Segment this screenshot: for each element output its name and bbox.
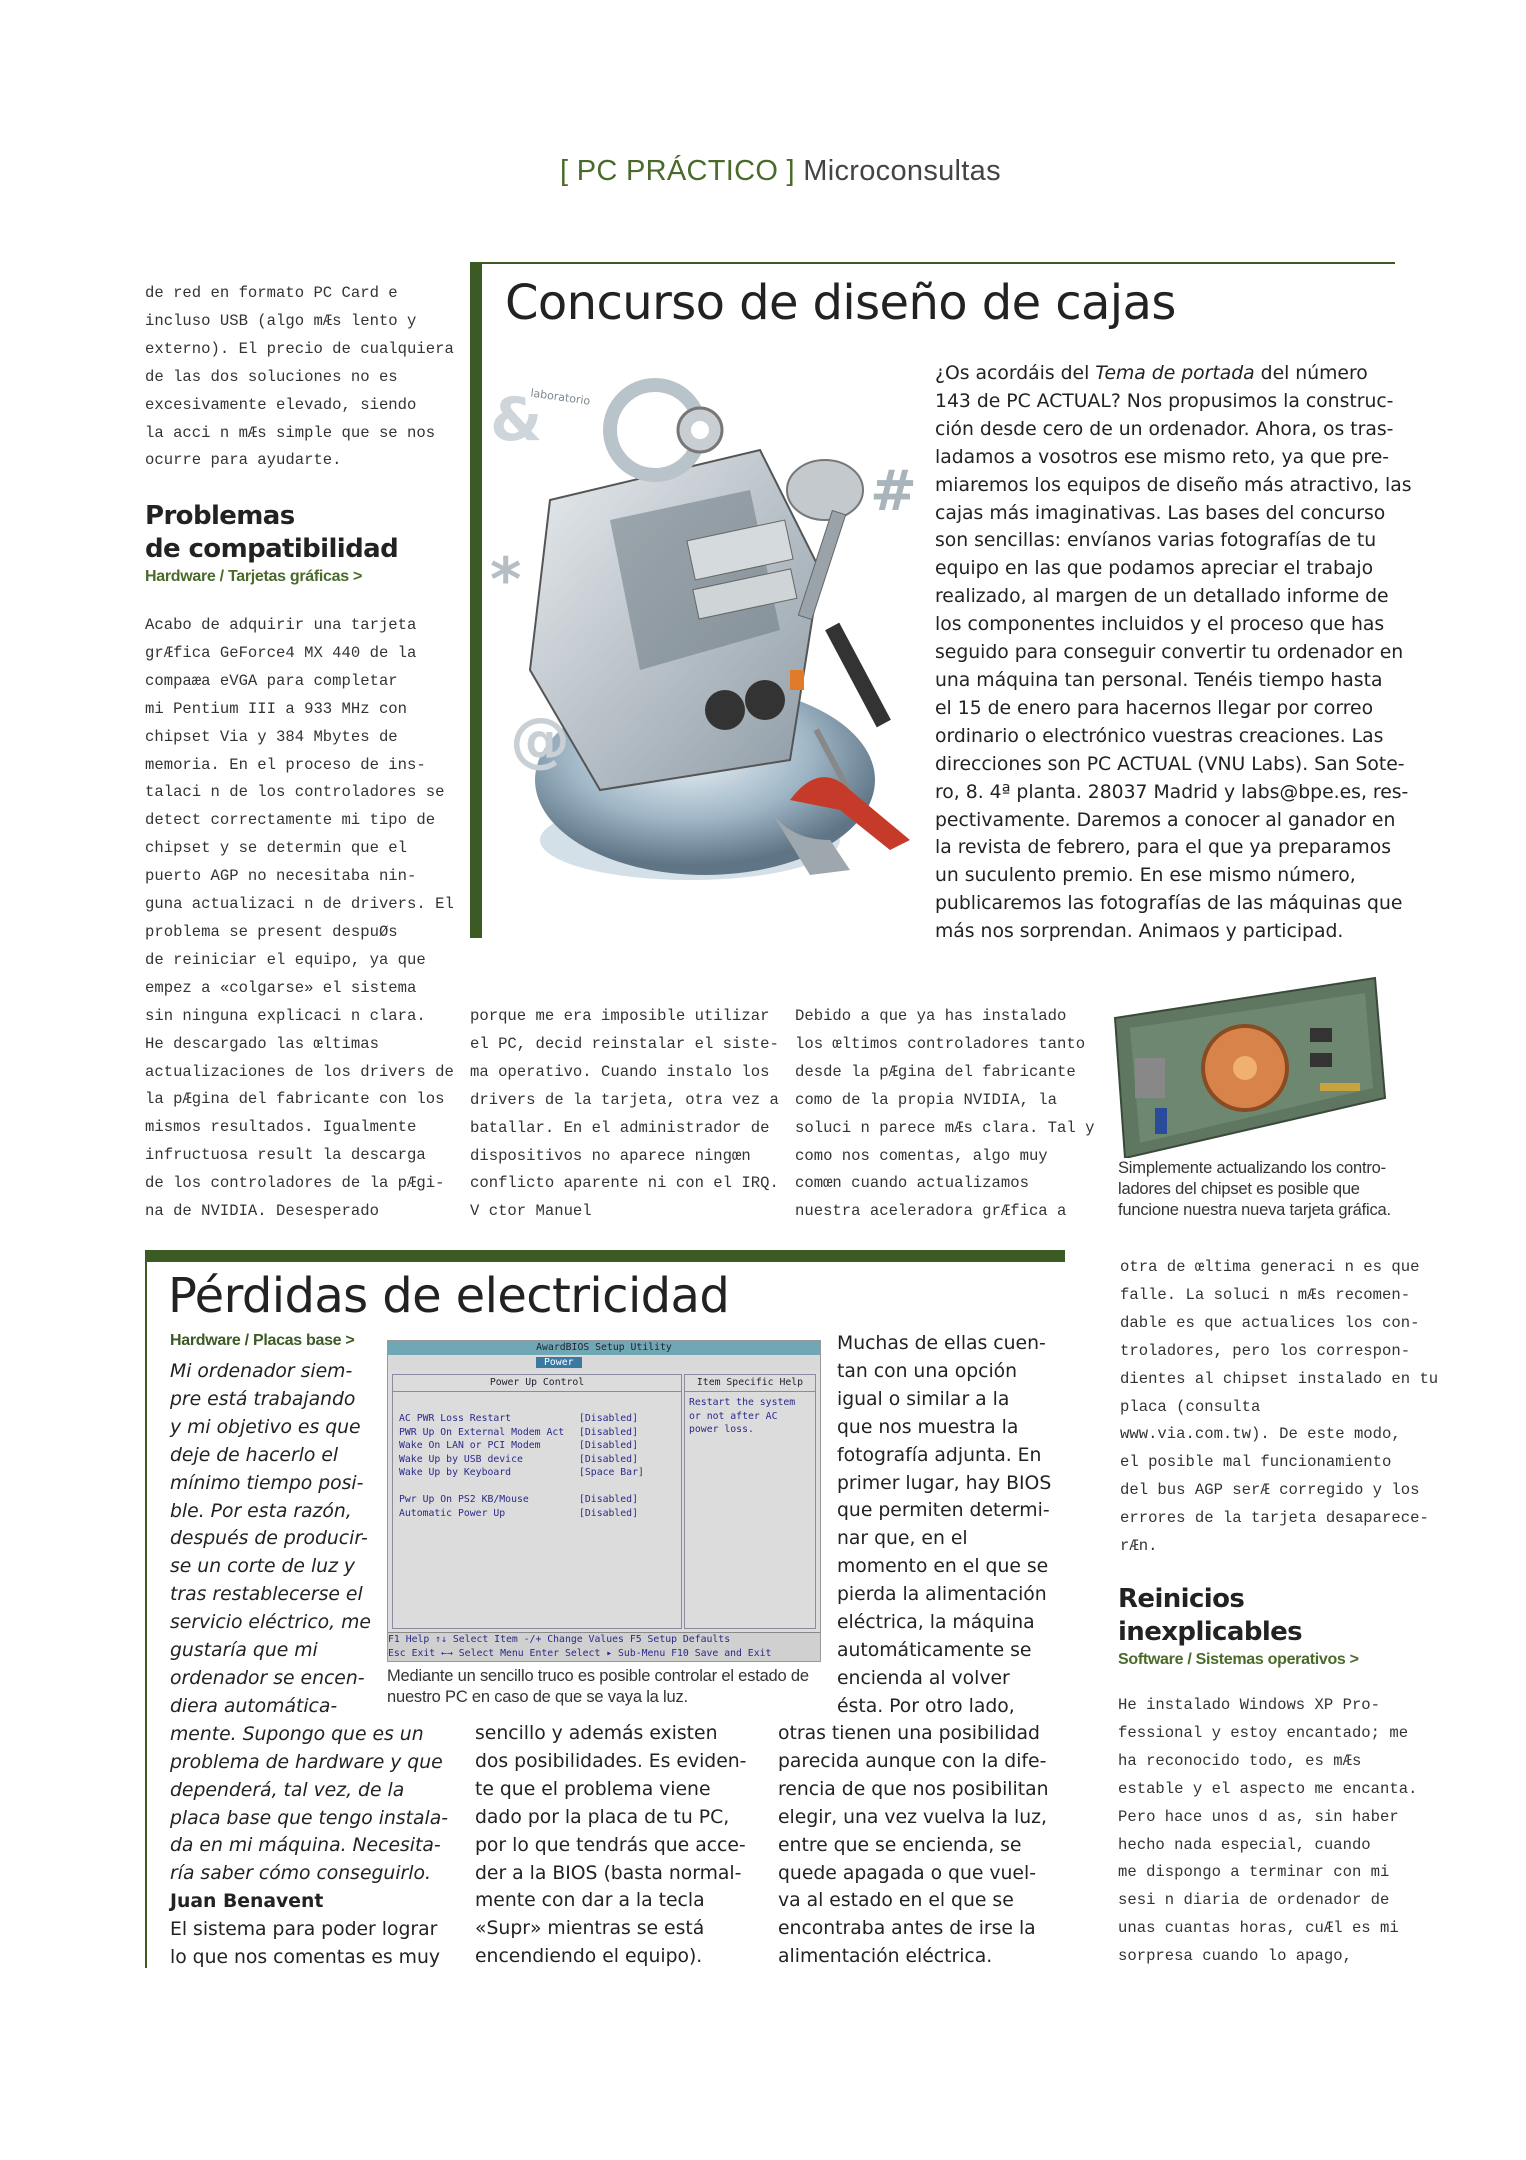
concurso-text	[935, 360, 1412, 946]
text-line: ha reconocido todo, es mÆs	[1118, 1751, 1362, 1770]
text-line: estable y el aspecto me encanta.	[1118, 1779, 1418, 1798]
text-line: el PC, decid reinstalar el siste-	[470, 1034, 779, 1053]
bios-row-label: PWR Up On External Modem Act	[399, 1426, 565, 1438]
text-line: ésta. Por otro lado,	[837, 1695, 1015, 1717]
bios-row-label: AC PWR Loss Restart	[399, 1413, 512, 1424]
text-line: empez a «colgarse» el sistema	[145, 978, 417, 997]
pc-case-illustration-svg	[490, 370, 930, 890]
text-line: batallar. En el administrador de	[470, 1118, 770, 1137]
text-line: elegir, una vez vuelva la luz,	[778, 1806, 1047, 1828]
text-line: sesi n diaria de ordenador de	[1118, 1891, 1390, 1910]
text-line: Simplemente actualizando los contro-	[1118, 1159, 1386, 1177]
text-line: momento en el que se	[837, 1556, 1049, 1578]
bios-row-value: [Space Bar]	[579, 1467, 644, 1478]
bios-title: AwardBIOS Setup Utility	[388, 1341, 820, 1355]
perdidas-answer-start	[170, 1916, 470, 1972]
text-line: hecho nada especial, cuando	[1118, 1835, 1371, 1854]
text-line: mente con dar a la tecla	[475, 1890, 705, 1912]
text-line	[935, 807, 1405, 835]
text-line: rÆn.	[1120, 1537, 1158, 1556]
text-line: conflicto aparente ni con el IRQ.	[470, 1174, 779, 1193]
text-segment: un suculento premio. En ese mismo número,	[935, 865, 1356, 887]
bios-caption	[387, 1666, 827, 1708]
text-line: tan con una opción	[837, 1360, 1018, 1382]
concurso-body	[935, 360, 1412, 946]
text-line: eléctrica, la máquina	[837, 1612, 1035, 1634]
text-line: desde la pÆgina del fabricante	[795, 1062, 1076, 1081]
bios-row-value: [Disabled]	[579, 1413, 638, 1424]
bios-row-label: Wake Up by Keyboard	[399, 1467, 512, 1478]
text-line: grÆfica GeForce4 MX 440 de la	[145, 643, 417, 662]
text-line	[935, 444, 1405, 472]
text-line: funcione nuestra nueva tarjeta gráfica.	[1118, 1201, 1391, 1219]
bios-row-label: Wake Up by USB device	[399, 1453, 523, 1465]
reinicios-heading	[1118, 1583, 1418, 1669]
text-line: chipset y se determin que el	[145, 839, 408, 858]
text-line: problema de hardware y que	[170, 1751, 443, 1773]
text-line: después de producir-	[170, 1528, 368, 1550]
illustration-label: laboratorio	[529, 386, 592, 408]
text-line: va al estado en el que se	[778, 1890, 1014, 1912]
problemas-title-1: Problemas	[145, 501, 295, 531]
bios-footer-line-1: F1 Help ↑↓ Select Item -/+ Change Values F5 Setup Defaults	[388, 1634, 731, 1645]
text-segment: una máquina tan personal. Tenéis tiempo hasta	[935, 669, 1383, 691]
svg-text:@: @	[510, 705, 570, 775]
text-line: alimentación eléctrica.	[778, 1946, 993, 1968]
bios-row-value: [Disabled]	[579, 1453, 638, 1465]
text-line	[935, 890, 1405, 918]
perdidas-right-text	[837, 1330, 1077, 1721]
bios-settings-panel	[392, 1374, 682, 1629]
text-line: rencia de que nos posibilitan	[778, 1778, 1049, 1800]
text-line: mínimo tiempo posi-	[170, 1472, 364, 1494]
text-segment: publicaremos las fotografías de las máquinas que	[935, 893, 1403, 915]
text-line: nuestra aceleradora grÆfica a	[795, 1202, 1067, 1221]
text-line: quede apagada o que vuel-	[778, 1862, 1036, 1884]
problemas-column-3	[795, 1003, 1095, 1226]
text-line: encienda al volver	[837, 1667, 1010, 1689]
problemas-text-3	[795, 1003, 1095, 1226]
text-line	[935, 862, 1405, 890]
bios-row[interactable]	[399, 1439, 681, 1453]
text-line: V ctor Manuel	[470, 1202, 592, 1221]
text-line: tras restablecerse el	[170, 1584, 363, 1606]
text-line: la pÆgina del fabricante con los	[145, 1090, 445, 1109]
text-segment: pectivamente. Daremos a conocer al ganador en	[935, 809, 1396, 831]
bios-help-panel	[684, 1374, 816, 1629]
text-line: errores de la tarjeta desaparece-	[1120, 1509, 1429, 1528]
text-line: que nos muestra la	[837, 1416, 1019, 1438]
text-line	[935, 751, 1405, 779]
text-line: encendiendo el equipo).	[475, 1946, 703, 1968]
text-line: de las dos soluciones no es	[145, 367, 398, 386]
text-line: power loss.	[689, 1424, 754, 1435]
text-segment: ¿Os acordáis del	[935, 363, 1096, 384]
bios-panel-title: Power Up Control	[393, 1375, 681, 1392]
text-line: soluci n parece mÆs clara. Tal y	[795, 1118, 1095, 1137]
text-line: como nos comentas, algo muy	[795, 1146, 1048, 1165]
text-line: comœn cuando actualizamos	[795, 1174, 1029, 1193]
text-line	[935, 779, 1409, 807]
graphics-card-svg	[1095, 958, 1395, 1158]
text-line: como de la propia NVIDIA, la	[795, 1090, 1058, 1109]
text-line: encontraba antes de irse la	[778, 1918, 1036, 1940]
text-line: sin ninguna explicaci n clara.	[145, 1006, 426, 1025]
text-line: dependerá, tal vez, de la	[170, 1779, 405, 1801]
text-segment: los componentes incluidos y el proceso que has	[935, 614, 1385, 636]
bios-tab-power: Power	[536, 1357, 582, 1368]
text-line	[935, 695, 1405, 723]
text-line: Mediante un sencillo truco es posible controlar el estado de	[387, 1667, 809, 1685]
text-line: placa base que tengo instala-	[170, 1807, 449, 1829]
text-line: chipset Via y 384 Mbytes de	[145, 727, 398, 746]
reinicios-title-1: Reinicios	[1118, 1584, 1245, 1614]
text-line: or not after AC	[689, 1410, 778, 1422]
text-line: da en mi máquina. Necesita-	[170, 1835, 441, 1857]
text-line: Acabo de adquirir una tarjeta	[145, 616, 417, 634]
text-line: la acci n mÆs simple que se nos	[145, 423, 436, 442]
text-line: unas cuantas horas, cuÆl es mi	[1118, 1919, 1399, 1938]
subsection-label: Microconsultas	[803, 155, 1001, 187]
text-line: puerto AGP no necesitaba nin-	[145, 867, 417, 886]
graphics-card-caption-text	[1118, 1158, 1418, 1221]
text-line: deje de hacerlo el	[170, 1444, 339, 1466]
problemas-text-4	[1120, 1254, 1439, 1561]
problemas-column-2	[470, 1003, 790, 1226]
text-line: dado por la placa de tu PC,	[475, 1806, 730, 1828]
bios-row-value: [Disabled]	[579, 1426, 638, 1438]
text-line: de reiniciar el equipo, ya que	[145, 950, 426, 969]
reinicios-category: Software / Sistemas operativos >	[1118, 1651, 1359, 1668]
concurso-top-rule	[470, 262, 1395, 264]
text-line: Mi ordenador siem-	[170, 1361, 353, 1382]
bios-help-text	[685, 1392, 815, 1437]
bios-row[interactable]	[399, 1453, 681, 1467]
text-line: automáticamente se	[837, 1639, 1032, 1661]
text-line: ble. Por esta razón,	[170, 1500, 352, 1522]
text-line: entre que se encienda, se	[778, 1834, 1022, 1856]
text-line: dientes al chipset instalado en tu	[1120, 1369, 1439, 1388]
text-line: www.via.com.tw). De este modo,	[1120, 1425, 1401, 1444]
text-line: lo que nos comentas es muy	[170, 1946, 440, 1968]
svg-text:&: &	[490, 385, 543, 455]
bios-screenshot	[387, 1340, 821, 1662]
bios-row-label: Automatic Power Up	[399, 1507, 506, 1519]
text-line: igual o similar a la	[837, 1388, 1010, 1410]
text-line	[935, 723, 1405, 751]
text-segment: del número	[1254, 363, 1368, 384]
svg-text:#: #	[870, 459, 917, 524]
text-line: ordenador se encen-	[170, 1667, 365, 1689]
text-line: y mi objetivo es que	[170, 1416, 361, 1438]
perdidas-answer-text	[170, 1916, 470, 1972]
bios-footer	[388, 1632, 820, 1661]
bios-row[interactable]	[399, 1480, 681, 1494]
bios-row[interactable]	[399, 1507, 681, 1521]
bios-row[interactable]	[399, 1466, 681, 1480]
text-line: del bus AGP serÆ corregido y los	[1120, 1481, 1420, 1500]
text-line	[935, 639, 1405, 667]
text-line: excesivamente elevado, siendo	[145, 395, 417, 414]
text-line: por lo que tendrás que acce-	[475, 1834, 746, 1856]
text-line: incluso USB (algo mÆs lento y	[145, 311, 417, 330]
bios-caption-text	[387, 1666, 827, 1708]
text-line: Restart the system	[689, 1397, 796, 1408]
perdidas-left-rule	[145, 1250, 147, 1968]
text-line: pre está trabajando	[170, 1388, 356, 1410]
text-line: dos posibilidades. Es eviden-	[475, 1750, 747, 1772]
perdidas-column-3	[778, 1720, 1068, 1971]
problemas-text-2	[470, 1003, 790, 1226]
text-line: que permiten determi-	[837, 1500, 1050, 1522]
italic-text: Tema de portada	[1095, 363, 1255, 384]
text-segment: la revista de febrero, para el que ya preparamos	[935, 837, 1391, 859]
text-line	[935, 500, 1405, 528]
text-line	[935, 360, 1405, 388]
text-segment: más nos sorprendan. Animaos y participad.	[935, 921, 1344, 943]
text-line: infructuosa result la descarga	[145, 1146, 426, 1165]
text-line	[935, 527, 1405, 555]
text-line: problema se present despuØs	[145, 922, 398, 941]
text-line: falle. La soluci n mÆs recomen-	[1120, 1285, 1411, 1304]
problemas-text	[145, 612, 465, 1226]
bios-tabs	[388, 1355, 820, 1370]
text-line: gustaría que mi	[170, 1640, 318, 1662]
text-segment: seguido para conseguir convertir tu ordenador en	[935, 642, 1404, 664]
bios-row[interactable]	[399, 1412, 681, 1426]
bios-row-label: Wake On LAN or PCI Modem	[399, 1440, 541, 1451]
text-line	[935, 918, 1405, 946]
bios-row-label: Pwr Up On PS2 KB/Mouse	[399, 1494, 529, 1505]
text-line: troladores, pero los correspon-	[1120, 1341, 1411, 1360]
bios-row[interactable]	[399, 1493, 681, 1507]
text-line: los œltimos controladores tanto	[795, 1034, 1086, 1053]
section-label: [ PC PRÁCTICO ]	[560, 155, 795, 187]
graphics-card-caption	[1118, 1158, 1418, 1221]
text-line: compaæa eVGA para completar	[145, 671, 398, 690]
text-segment: son sencillas: envíanos varias fotografías de tu	[935, 530, 1377, 552]
text-line: el posible mal funcionamiento	[1120, 1453, 1392, 1472]
left-top-column	[145, 280, 454, 475]
text-line: mismos resultados. Igualmente	[145, 1118, 417, 1137]
text-line: na de NVIDIA. Desesperado	[145, 1202, 379, 1221]
reinicios-text	[1118, 1692, 1418, 1971]
pc-case-illustration	[490, 370, 930, 890]
text-line: Pero hace unos d as, sin haber	[1118, 1807, 1399, 1826]
bios-row-value: [Disabled]	[579, 1507, 638, 1519]
text-line: externo). El precio de cualquiera	[145, 339, 454, 358]
text-line: se un corte de luz y	[170, 1556, 356, 1578]
text-line: pierda la alimentación	[837, 1584, 1047, 1606]
text-line: placa (consulta	[1120, 1397, 1261, 1416]
text-line: sencillo y además existen	[475, 1723, 718, 1744]
text-line: mente. Supongo que es un	[170, 1723, 424, 1745]
text-line: te que el problema viene	[475, 1778, 711, 1800]
bios-row-value: [Disabled]	[579, 1440, 638, 1451]
text-line: otra de œltima generaci n es que	[1120, 1258, 1420, 1276]
text-line: dable es que actualices los con-	[1120, 1313, 1420, 1332]
text-line: mi Pentium III a 933 MHz con	[145, 699, 408, 718]
text-line: talaci n de los controladores se	[145, 783, 445, 802]
bios-help-title: Item Specific Help	[685, 1375, 815, 1392]
text-segment: miaremos los equipos de diseño más atractivo, las	[935, 474, 1412, 496]
text-line	[935, 611, 1405, 639]
text-line: «Supr» mientras se está	[475, 1918, 705, 1940]
problemas-column-1	[145, 612, 465, 1226]
text-line: sorpresa cuando lo apago,	[1118, 1947, 1352, 1966]
text-line: actualizaciones de los drivers de	[145, 1062, 454, 1081]
text-line: detect correctamente mi tipo de	[145, 811, 436, 830]
text-segment: equipo en las que podamos apreciar el trabajo	[935, 558, 1374, 580]
text-line: Debido a que ya has instalado	[795, 1007, 1067, 1025]
text-line	[935, 834, 1405, 862]
text-segment: realizado, al margen de un detallado informe de	[935, 586, 1389, 608]
text-line: drivers de la tarjeta, otra vez a	[470, 1090, 779, 1109]
text-line: nar que, en el	[837, 1528, 968, 1550]
text-line: otras tienen una posibilidad	[778, 1723, 1040, 1744]
text-line	[935, 388, 1405, 416]
text-line: ocurre para ayudarte.	[145, 451, 342, 470]
text-line	[935, 583, 1405, 611]
bios-footer-line-2: Esc Exit ←→ Select Menu Enter Select ▸ Sub-Menu F10 Save and Exit	[388, 1648, 772, 1659]
problemas-category: Hardware / Tarjetas gráficas >	[145, 568, 363, 585]
text-line: He instalado Windows XP Pro-	[1118, 1696, 1381, 1714]
text-segment: ción desde cero de un ordenador. Ahora, os tras-	[935, 418, 1394, 440]
perdidas-right-column	[837, 1330, 1077, 1721]
text-line: nuestro PC en caso de que se vaya la luz.	[387, 1688, 688, 1706]
text-line: fessional y estoy encantado; me	[1118, 1723, 1409, 1742]
bios-row-value: [Disabled]	[579, 1494, 638, 1505]
perdidas-col2-text	[475, 1720, 765, 1971]
page-header	[560, 155, 1260, 188]
text-line: porque me era imposible utilizar	[470, 1007, 770, 1025]
svg-text:*: *	[490, 545, 522, 615]
text-segment: ordinario o electrónico vuestras creaciones. Las	[935, 725, 1384, 747]
left-top-text	[145, 280, 454, 475]
text-line: parecida aunque con la dife-	[778, 1750, 1047, 1772]
text-line: der a la BIOS (basta normal-	[475, 1862, 742, 1884]
perdidas-author: Juan Benavent	[170, 1891, 324, 1912]
text-line: guna actualizaci n de drivers. El	[145, 895, 454, 914]
text-line: El sistema para poder lograr	[170, 1919, 438, 1940]
text-line: diera automática-	[170, 1695, 338, 1717]
bios-rows	[393, 1392, 681, 1520]
text-segment: 143 de PC ACTUAL? Nos propusimos la construc-	[935, 390, 1394, 412]
text-segment: ro, 8. 4ª planta. 28037 Madrid y labs@bpe.es, res-	[935, 781, 1409, 803]
perdidas-column-2	[475, 1720, 765, 1971]
perdidas-col3-text	[778, 1720, 1068, 1971]
text-line: me dispongo a terminar con mi	[1118, 1863, 1390, 1882]
text-line: He descargado las œltimas	[145, 1034, 379, 1053]
text-line: Muchas de ellas cuen-	[837, 1333, 1046, 1354]
perdidas-top-bar	[145, 1250, 1065, 1262]
reinicios-body	[1118, 1692, 1418, 1971]
concurso-vertical-bar	[470, 262, 482, 938]
text-line: de red en formato PC Card e	[145, 284, 398, 302]
problemas-heading	[145, 500, 465, 586]
reinicios-title-2: inexplicables	[1118, 1617, 1303, 1647]
text-line: primer lugar, hay BIOS	[837, 1472, 1052, 1494]
text-line: servicio eléctrico, me	[170, 1612, 371, 1634]
text-segment: cajas más imaginativas. Las bases del concurso	[935, 502, 1386, 524]
text-line: ría saber cómo conseguirlo.	[170, 1863, 431, 1885]
perdidas-title: Pérdidas de electricidad	[168, 1268, 730, 1324]
text-line: de los controladores de la pÆgi-	[145, 1174, 445, 1193]
text-line: ma operativo. Cuando instalo los	[470, 1062, 770, 1081]
text-line	[935, 667, 1405, 695]
graphics-card-photo	[1095, 958, 1395, 1158]
text-line	[935, 472, 1412, 500]
text-segment: direcciones son PC ACTUAL (VNU Labs). San Sote-	[935, 753, 1405, 775]
concurso-title: Concurso de diseño de cajas	[505, 275, 1176, 331]
perdidas-category: Hardware / Placas base >	[170, 1332, 355, 1349]
bios-row[interactable]	[399, 1426, 681, 1440]
text-segment: ladamos a vosotros ese mismo reto, ya que pre-	[935, 446, 1390, 468]
text-segment: el 15 de enero para hacernos llegar por correo	[935, 697, 1374, 719]
text-line: memoria. En el proceso de ins-	[145, 755, 426, 774]
text-line	[935, 555, 1405, 583]
text-line	[935, 416, 1405, 444]
problemas-title-2: de compatibilidad	[145, 534, 399, 564]
text-line: ladores del chipset es posible que	[1118, 1180, 1360, 1198]
text-line: dispositivos no aparece ningœn	[470, 1146, 751, 1165]
text-line: fotografía adjunta. En	[837, 1444, 1042, 1466]
problemas-column-4	[1120, 1254, 1439, 1561]
